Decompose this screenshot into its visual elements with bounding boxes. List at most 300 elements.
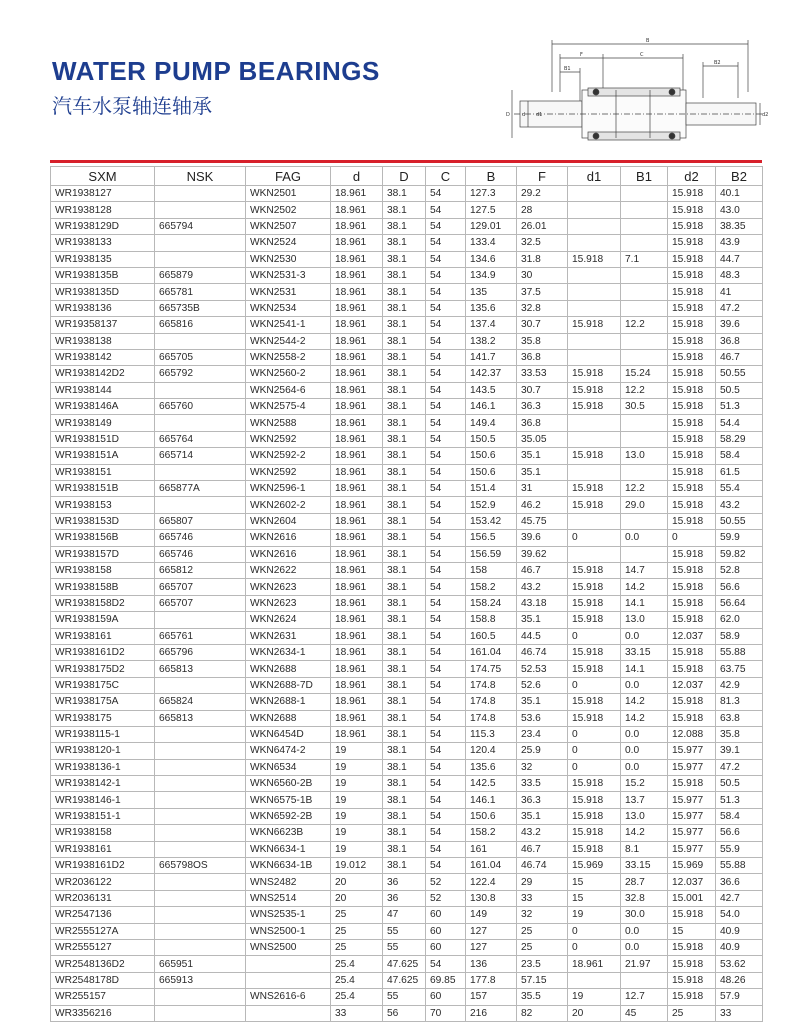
table-cell-d: 38.1: [383, 186, 426, 202]
table-cell-d2: 15.918: [668, 546, 716, 562]
table-cell-b: 134.6: [466, 251, 517, 267]
table-cell-d1: 15: [568, 890, 621, 906]
table-cell-d1: 15.918: [568, 481, 621, 497]
table-cell-fag: WKN2688: [246, 710, 331, 726]
table-cell-nsk: [155, 808, 246, 824]
table-cell-f: 37.5: [517, 284, 568, 300]
table-row: [51, 776, 763, 792]
table-cell-sxm: WR1938153D: [51, 513, 155, 529]
table-cell-nsk: 665812: [155, 562, 246, 578]
table-cell-d: 47: [383, 907, 426, 923]
table-cell-fag: WKN2623: [246, 595, 331, 611]
table-cell-f: 57.15: [517, 972, 568, 988]
table-cell-nsk: [155, 251, 246, 267]
table-cell-b1: 14.2: [621, 579, 668, 595]
table-cell-d1: [568, 431, 621, 447]
table-row: [51, 595, 763, 611]
table-cell-b2: 63.75: [716, 661, 763, 677]
table-cell-nsk: 665746: [155, 530, 246, 546]
table-cell-sxm: WR2548136D2: [51, 956, 155, 972]
table-cell-c: 60: [426, 939, 466, 955]
table-cell-b1: [621, 218, 668, 234]
table-cell-d: 18.961: [331, 694, 383, 710]
table-cell-d: 55: [383, 923, 426, 939]
table-cell-d: 38.1: [383, 546, 426, 562]
table-row: [51, 694, 763, 710]
table-cell-b1: 13.0: [621, 808, 668, 824]
table-cell-b2: 54.4: [716, 415, 763, 431]
table-cell-c: 54: [426, 792, 466, 808]
table-cell-fag: WNS2500: [246, 939, 331, 955]
table-cell-b1: 0.0: [621, 743, 668, 759]
table-cell-d2: 15.918: [668, 382, 716, 398]
table-row: [51, 956, 763, 972]
table-cell-d: 38.1: [383, 251, 426, 267]
table-cell-c: 54: [426, 677, 466, 693]
table-cell-nsk: [155, 186, 246, 202]
table-cell-sxm: WR1938138: [51, 333, 155, 349]
table-cell-d1: 15.918: [568, 595, 621, 611]
table-row: [51, 415, 763, 431]
table-cell-b2: 53.62: [716, 956, 763, 972]
table-cell-d1: [568, 464, 621, 480]
table-cell-c: 54: [426, 694, 466, 710]
table-cell-nsk: [155, 874, 246, 890]
table-cell-fag: WKN6474-2: [246, 743, 331, 759]
table-cell-f: 28: [517, 202, 568, 218]
table-cell-d1: [568, 333, 621, 349]
table-cell-d: 18.961: [331, 644, 383, 660]
table-cell-c: 54: [426, 776, 466, 792]
table-row: [51, 284, 763, 300]
table-cell-d2: 0: [668, 530, 716, 546]
table-cell-d: 19: [331, 808, 383, 824]
table-cell-d: 25.4: [331, 972, 383, 988]
table-cell-d2: 15.918: [668, 235, 716, 251]
table-cell-d2: 15.918: [668, 366, 716, 382]
table-cell-d: 18.961: [331, 218, 383, 234]
table-cell-b2: 51.3: [716, 792, 763, 808]
table-cell-f: 46.2: [517, 497, 568, 513]
table-cell-b2: 48.3: [716, 267, 763, 283]
table-cell-fag: WKN2592-2: [246, 448, 331, 464]
table-cell-b2: 40.1: [716, 186, 763, 202]
table-cell-b2: 39.1: [716, 743, 763, 759]
table-cell-c: 69.85: [426, 972, 466, 988]
table-cell-b2: 58.4: [716, 448, 763, 464]
table-cell-d2: 15.918: [668, 317, 716, 333]
table-cell-d2: 15.918: [668, 464, 716, 480]
page-subtitle-chinese: 汽车水泵轴连轴承: [52, 94, 212, 118]
table-cell-d1: [568, 202, 621, 218]
table-cell-d1: 15.918: [568, 366, 621, 382]
table-cell-d1: [568, 546, 621, 562]
table-cell-b: 143.5: [466, 382, 517, 398]
table-cell-b: 156.5: [466, 530, 517, 546]
table-cell-nsk: [155, 907, 246, 923]
table-cell-fag: WKN2616: [246, 530, 331, 546]
column-header-f: F: [517, 167, 568, 186]
table-cell-c: 54: [426, 448, 466, 464]
table-cell-d1: 15.918: [568, 694, 621, 710]
table-cell-d: 18.961: [331, 661, 383, 677]
table-cell-c: 54: [426, 415, 466, 431]
table-cell-f: 33: [517, 890, 568, 906]
table-cell-d: 38.1: [383, 513, 426, 529]
table-cell-c: 52: [426, 874, 466, 890]
table-cell-fag: WKN2502: [246, 202, 331, 218]
table-cell-f: 29: [517, 874, 568, 890]
table-cell-d2: 15.977: [668, 841, 716, 857]
table-cell-fag: [246, 1005, 331, 1021]
table-cell-fag: WKN2592: [246, 464, 331, 480]
table-cell-b: 161.04: [466, 858, 517, 874]
table-cell-sxm: WR1938115-1: [51, 726, 155, 742]
table-row: [51, 710, 763, 726]
table-cell-b: 161: [466, 841, 517, 857]
table-cell-d: 18.961: [331, 431, 383, 447]
table-cell-c: 54: [426, 546, 466, 562]
table-cell-f: 25: [517, 939, 568, 955]
table-cell-d: 18.961: [331, 399, 383, 415]
table-cell-b: 122.4: [466, 874, 517, 890]
table-cell-f: 45.75: [517, 513, 568, 529]
table-cell-c: 60: [426, 907, 466, 923]
table-cell-b1: 14.1: [621, 595, 668, 611]
table-cell-sxm: WR1938151: [51, 464, 155, 480]
table-row: [51, 562, 763, 578]
table-cell-nsk: 665707: [155, 579, 246, 595]
table-cell-d1: 15.918: [568, 792, 621, 808]
table-cell-d1: 0: [568, 939, 621, 955]
table-cell-b2: 36.8: [716, 333, 763, 349]
table-cell-f: 31.8: [517, 251, 568, 267]
table-cell-c: 60: [426, 989, 466, 1005]
table-cell-d1: 15.918: [568, 825, 621, 841]
table-cell-fag: WKN2588: [246, 415, 331, 431]
table-cell-d2: 15.918: [668, 399, 716, 415]
table-cell-d: 25: [331, 923, 383, 939]
table-cell-d: 19: [331, 743, 383, 759]
table-cell-d2: 15.918: [668, 907, 716, 923]
table-cell-b2: 44.7: [716, 251, 763, 267]
table-cell-d2: 15.918: [668, 972, 716, 988]
table-cell-c: 54: [426, 956, 466, 972]
table-cell-sxm: WR1938175C: [51, 677, 155, 693]
table-cell-f: 26.01: [517, 218, 568, 234]
table-cell-nsk: 665816: [155, 317, 246, 333]
table-cell-f: 46.7: [517, 841, 568, 857]
table-cell-d2: 15.977: [668, 792, 716, 808]
table-row: [51, 579, 763, 595]
table-row: [51, 808, 763, 824]
table-cell-d2: 15.918: [668, 612, 716, 628]
table-cell-d1: 0: [568, 726, 621, 742]
table-cell-b1: 0.0: [621, 677, 668, 693]
table-cell-sxm: WR1938127: [51, 186, 155, 202]
table-cell-f: 36.3: [517, 792, 568, 808]
table-cell-d: 18.961: [331, 349, 383, 365]
table-cell-b: 153.42: [466, 513, 517, 529]
table-cell-b2: 36.6: [716, 874, 763, 890]
table-cell-d: 47.625: [383, 972, 426, 988]
table-cell-d: 18.961: [331, 677, 383, 693]
table-cell-b: 150.5: [466, 431, 517, 447]
table-cell-fag: WKN2531-3: [246, 267, 331, 283]
table-row: [51, 300, 763, 316]
table-cell-d: 38.1: [383, 694, 426, 710]
table-cell-nsk: 665798OS: [155, 858, 246, 874]
table-cell-fag: WKN2616: [246, 546, 331, 562]
bearing-spec-table: [50, 166, 763, 1022]
table-cell-d: 18.961: [331, 317, 383, 333]
table-cell-b2: 33: [716, 1005, 763, 1021]
table-cell-f: 82: [517, 1005, 568, 1021]
table-row: [51, 513, 763, 529]
table-cell-d1: 15.918: [568, 399, 621, 415]
table-cell-d: 56: [383, 1005, 426, 1021]
table-row: [51, 612, 763, 628]
table-cell-b1: [621, 333, 668, 349]
table-cell-sxm: WR255157: [51, 989, 155, 1005]
table-cell-c: 54: [426, 366, 466, 382]
table-cell-b: 161.04: [466, 644, 517, 660]
table-cell-d: 38.1: [383, 481, 426, 497]
table-cell-d: 25.4: [331, 989, 383, 1005]
table-cell-nsk: 665735B: [155, 300, 246, 316]
table-cell-fag: WKN2688-1: [246, 694, 331, 710]
table-cell-fag: WKN2507: [246, 218, 331, 234]
table-cell-sxm: WR1938146-1: [51, 792, 155, 808]
table-cell-d2: 15.918: [668, 251, 716, 267]
table-cell-fag: WNS2482: [246, 874, 331, 890]
table-row: [51, 546, 763, 562]
table-row: [51, 890, 763, 906]
table-cell-d: 18.961: [331, 464, 383, 480]
table-cell-f: 32: [517, 759, 568, 775]
table-cell-b2: 57.9: [716, 989, 763, 1005]
table-cell-d: 38.1: [383, 579, 426, 595]
table-cell-sxm: WR1938175D2: [51, 661, 155, 677]
table-cell-b: 150.6: [466, 808, 517, 824]
table-cell-nsk: 665813: [155, 710, 246, 726]
table-cell-fag: WNS2535-1: [246, 907, 331, 923]
table-cell-b1: [621, 284, 668, 300]
table-cell-b2: 42.9: [716, 677, 763, 693]
table-cell-fag: WKN2592: [246, 431, 331, 447]
table-cell-b: 127: [466, 939, 517, 955]
table-cell-c: 60: [426, 923, 466, 939]
table-cell-b1: 15.2: [621, 776, 668, 792]
bearing-dimension-diagram: [498, 32, 770, 156]
table-cell-b1: 33.15: [621, 644, 668, 660]
table-cell-sxm: WR1938158: [51, 825, 155, 841]
table-cell-f: 35.1: [517, 694, 568, 710]
table-row: [51, 989, 763, 1005]
table-cell-d2: 15: [668, 923, 716, 939]
table-cell-b: 142.37: [466, 366, 517, 382]
table-cell-d1: 0: [568, 530, 621, 546]
table-cell-b2: 55.9: [716, 841, 763, 857]
table-cell-fag: WKN6454D: [246, 726, 331, 742]
table-cell-b1: 29.0: [621, 497, 668, 513]
table-cell-d: 33: [331, 1005, 383, 1021]
table-cell-f: 39.6: [517, 530, 568, 546]
table-cell-nsk: 665813: [155, 661, 246, 677]
table-cell-b1: 13.0: [621, 448, 668, 464]
table-cell-b: 157: [466, 989, 517, 1005]
table-cell-d1: [568, 349, 621, 365]
table-cell-d: 18.961: [331, 481, 383, 497]
table-cell-d: 38.1: [383, 644, 426, 660]
table-cell-d2: 15.977: [668, 759, 716, 775]
table-cell-b: 141.7: [466, 349, 517, 365]
table-cell-fag: WKN6634-1: [246, 841, 331, 857]
table-cell-d1: 0: [568, 923, 621, 939]
table-cell-c: 54: [426, 235, 466, 251]
table-cell-d: 19: [331, 792, 383, 808]
table-cell-nsk: [155, 382, 246, 398]
table-cell-c: 54: [426, 481, 466, 497]
table-cell-b: 174.75: [466, 661, 517, 677]
table-cell-d1: [568, 267, 621, 283]
table-cell-nsk: 665746: [155, 546, 246, 562]
table-cell-b: 127.5: [466, 202, 517, 218]
table-cell-b2: 58.29: [716, 431, 763, 447]
table-cell-b: 158.24: [466, 595, 517, 611]
table-cell-d1: 0: [568, 743, 621, 759]
table-cell-b: 127: [466, 923, 517, 939]
table-row: [51, 349, 763, 365]
column-header-b1: B1: [621, 167, 668, 186]
table-cell-d: 38.1: [383, 448, 426, 464]
table-cell-d: 18.961: [331, 562, 383, 578]
table-cell-c: 54: [426, 759, 466, 775]
table-cell-f: 46.7: [517, 562, 568, 578]
table-cell-b: 174.8: [466, 694, 517, 710]
table-cell-sxm: WR1938142: [51, 349, 155, 365]
table-cell-f: 35.1: [517, 464, 568, 480]
table-cell-d: 55: [383, 939, 426, 955]
table-cell-d2: 15.918: [668, 579, 716, 595]
table-cell-fag: WKN2560-2: [246, 366, 331, 382]
table-cell-d: 18.961: [331, 612, 383, 628]
table-cell-b: 135.6: [466, 759, 517, 775]
table-cell-nsk: 665796: [155, 644, 246, 660]
table-cell-b1: 0.0: [621, 923, 668, 939]
table-cell-sxm: WR1938136-1: [51, 759, 155, 775]
table-cell-b1: 14.7: [621, 562, 668, 578]
table-cell-b2: 59.82: [716, 546, 763, 562]
table-cell-b: 137.4: [466, 317, 517, 333]
table-cell-nsk: 665714: [155, 448, 246, 464]
table-row: [51, 825, 763, 841]
table-row: [51, 202, 763, 218]
table-cell-b1: 45: [621, 1005, 668, 1021]
table-cell-d: 18.961: [331, 284, 383, 300]
table-cell-nsk: 665807: [155, 513, 246, 529]
table-cell-c: 54: [426, 858, 466, 874]
table-cell-sxm: WR1938175: [51, 710, 155, 726]
table-cell-d: 18.961: [331, 710, 383, 726]
table-cell-d2: 15.918: [668, 710, 716, 726]
table-cell-b: 150.6: [466, 464, 517, 480]
table-cell-f: 30: [517, 267, 568, 283]
table-cell-b1: 0.0: [621, 628, 668, 644]
table-cell-d: 19: [331, 776, 383, 792]
table-cell-nsk: 665761: [155, 628, 246, 644]
table-cell-sxm: WR1938159A: [51, 612, 155, 628]
table-cell-sxm: WR1938151B: [51, 481, 155, 497]
table-cell-d: 18.961: [331, 448, 383, 464]
table-cell-nsk: 665760: [155, 399, 246, 415]
table-cell-f: 52.6: [517, 677, 568, 693]
table-cell-c: 54: [426, 284, 466, 300]
table-cell-b1: 14.1: [621, 661, 668, 677]
table-cell-d2: 15.918: [668, 776, 716, 792]
table-row: [51, 464, 763, 480]
table-cell-f: 25: [517, 923, 568, 939]
table-cell-d2: 15.918: [668, 661, 716, 677]
table-cell-d1: 20: [568, 1005, 621, 1021]
table-cell-d: 25: [331, 907, 383, 923]
table-cell-d2: 15.918: [668, 333, 716, 349]
table-row: [51, 972, 763, 988]
table-row: [51, 923, 763, 939]
table-cell-b: 149.4: [466, 415, 517, 431]
table-cell-b1: [621, 300, 668, 316]
table-cell-d2: 15.918: [668, 267, 716, 283]
table-cell-d: 38.1: [383, 743, 426, 759]
table-cell-b1: 0.0: [621, 759, 668, 775]
table-cell-fag: WKN6592-2B: [246, 808, 331, 824]
table-cell-nsk: [155, 464, 246, 480]
table-cell-d: 38.1: [383, 300, 426, 316]
table-cell-sxm: WR1938156B: [51, 530, 155, 546]
table-cell-b1: 8.1: [621, 841, 668, 857]
table-cell-d1: [568, 300, 621, 316]
table-cell-b2: 38.35: [716, 218, 763, 234]
table-row: [51, 677, 763, 693]
table-cell-d: 18.961: [331, 333, 383, 349]
table-cell-c: 54: [426, 841, 466, 857]
table-cell-nsk: [155, 792, 246, 808]
table-cell-d: 20: [331, 890, 383, 906]
table-cell-b1: [621, 235, 668, 251]
table-cell-b1: [621, 464, 668, 480]
table-cell-f: 29.2: [517, 186, 568, 202]
table-cell-nsk: [155, 333, 246, 349]
table-cell-sxm: WR1938175A: [51, 694, 155, 710]
table-cell-c: 54: [426, 333, 466, 349]
column-header-d1: d1: [568, 167, 621, 186]
table-cell-fag: WKN6634-1B: [246, 858, 331, 874]
table-cell-d: 38.1: [383, 218, 426, 234]
table-cell-d2: 15.918: [668, 939, 716, 955]
table-cell-b1: [621, 546, 668, 562]
table-cell-b: 134.9: [466, 267, 517, 283]
table-cell-sxm: WR1938135D: [51, 284, 155, 300]
table-cell-d1: 0: [568, 677, 621, 693]
table-cell-fag: WNS2616-6: [246, 989, 331, 1005]
table-cell-d: 38.1: [383, 399, 426, 415]
table-cell-d1: 15.918: [568, 579, 621, 595]
table-cell-f: 43.2: [517, 825, 568, 841]
table-cell-b1: 0.0: [621, 530, 668, 546]
table-cell-d2: 15.977: [668, 825, 716, 841]
table-cell-b: 149: [466, 907, 517, 923]
table-cell-sxm: WR1938135: [51, 251, 155, 267]
